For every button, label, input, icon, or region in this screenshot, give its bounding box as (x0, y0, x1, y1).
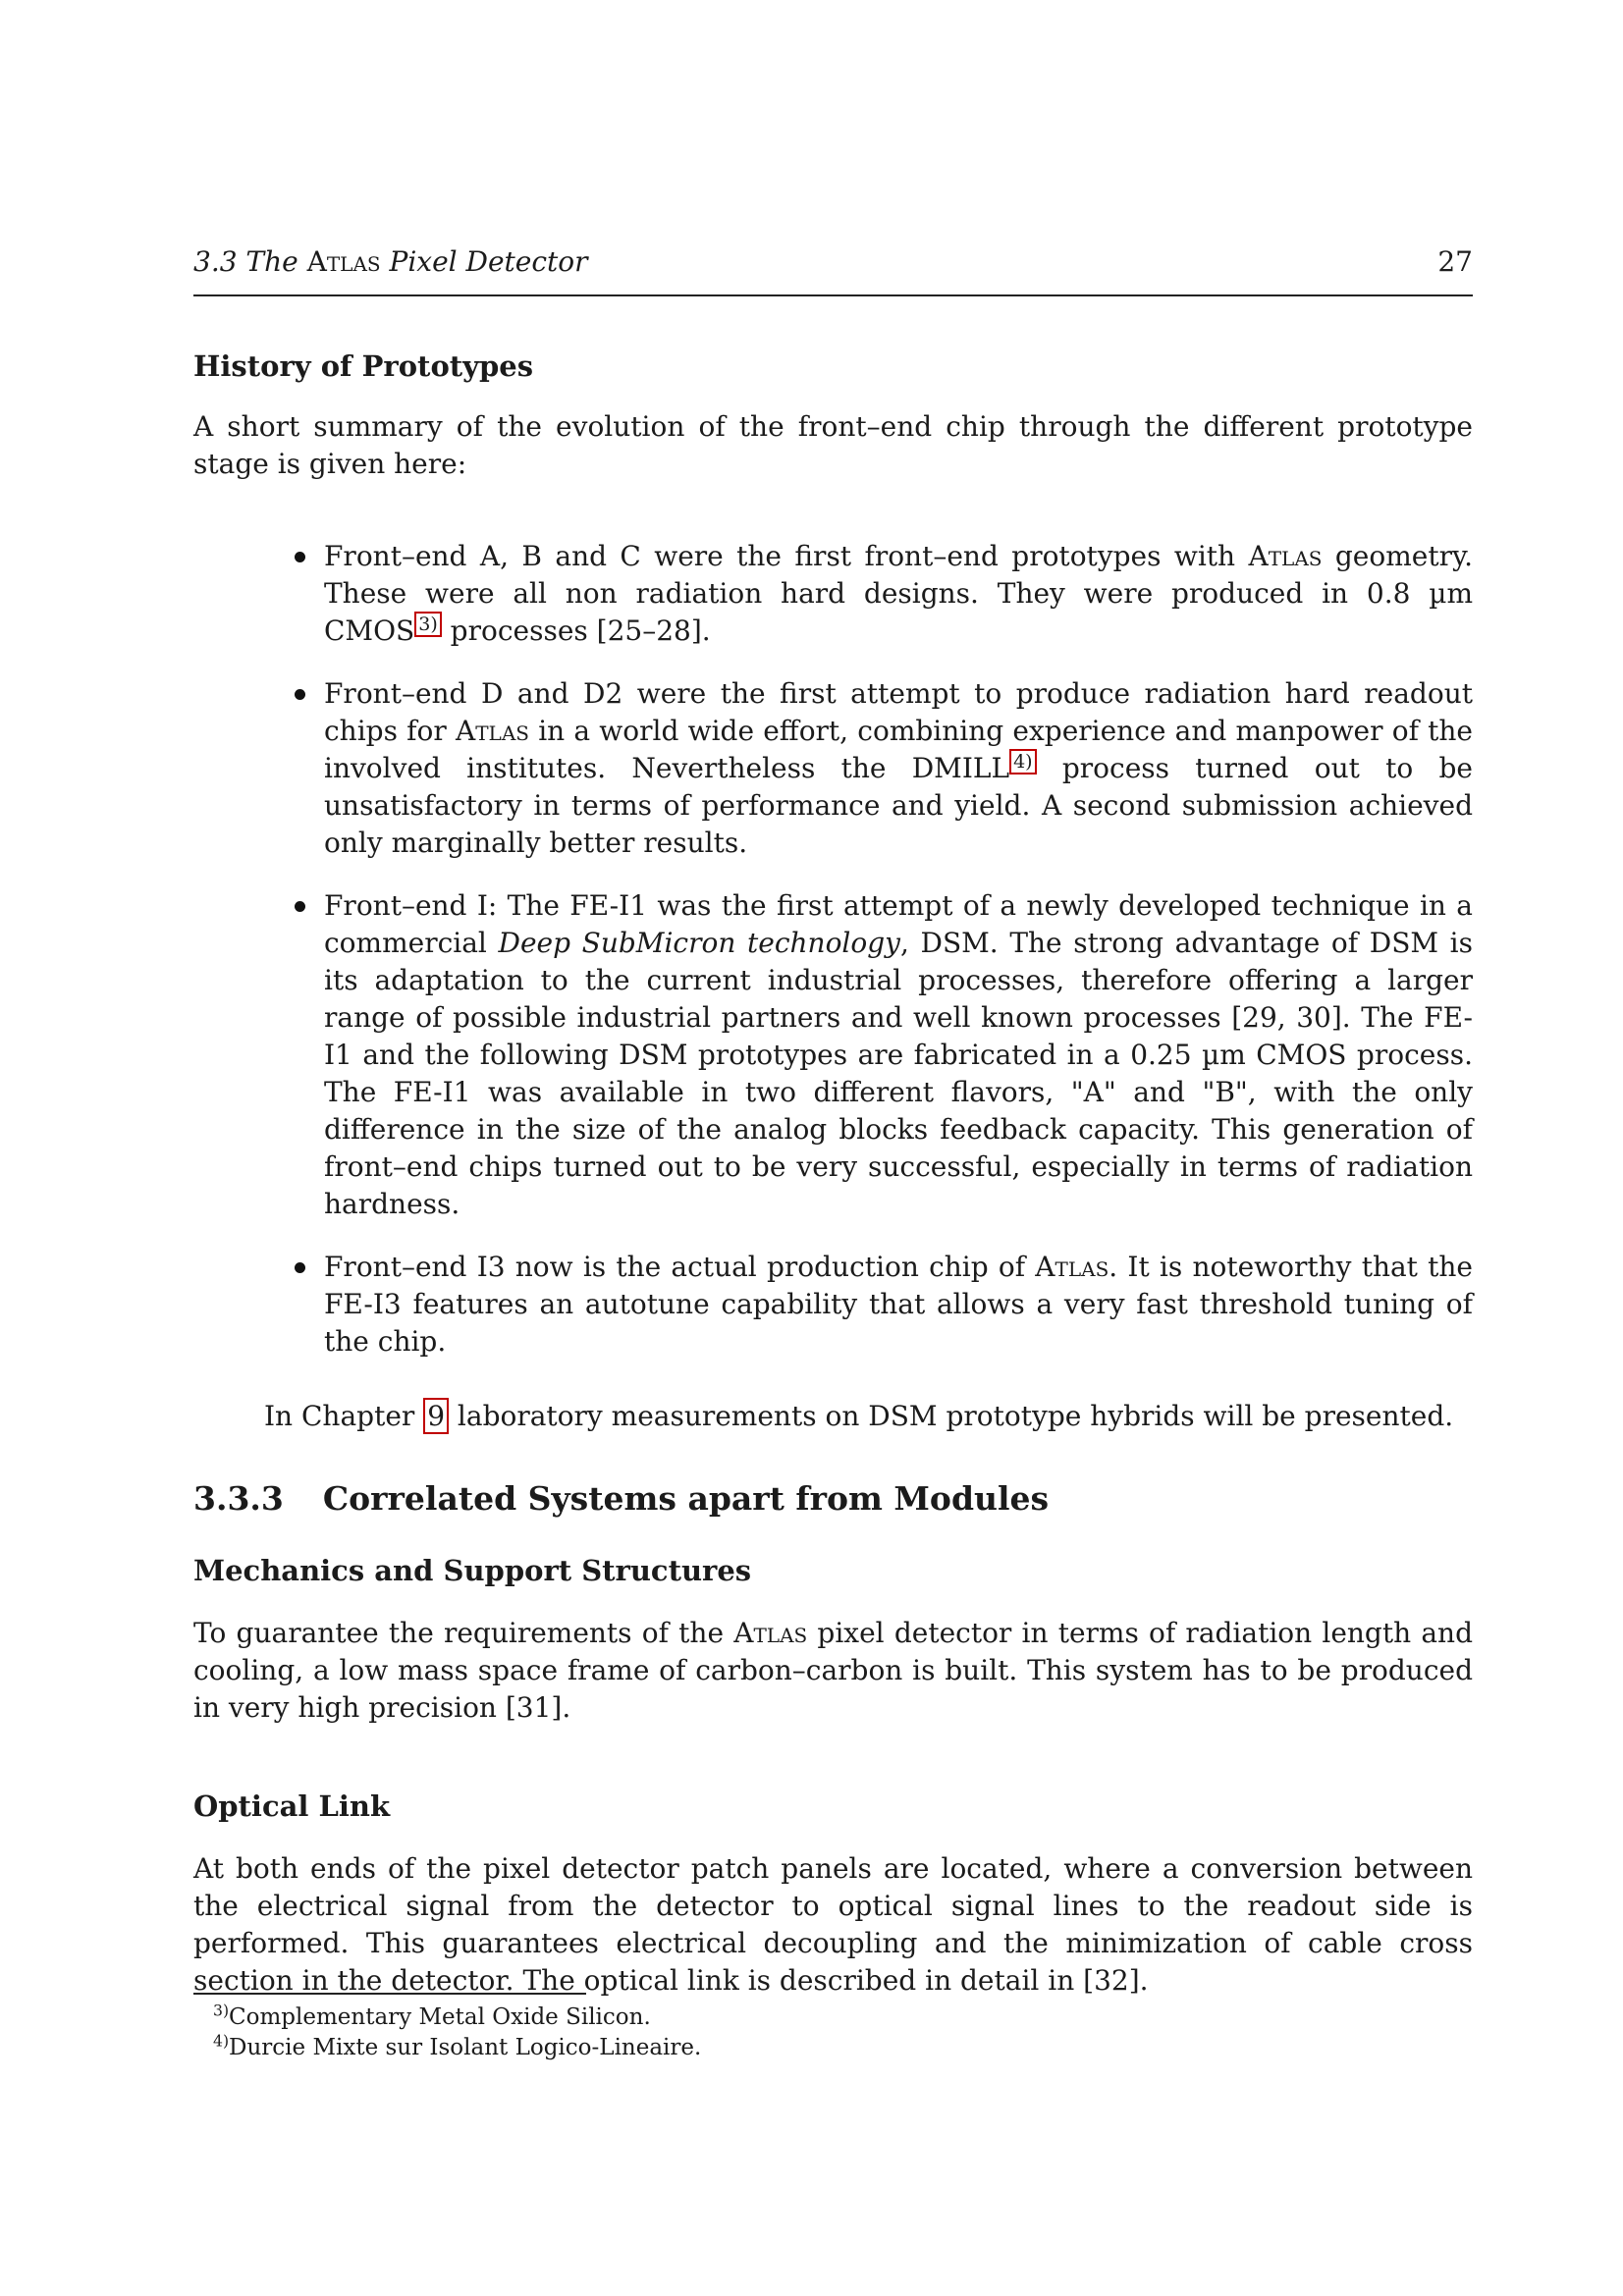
header-rule (193, 294, 1473, 296)
text-run: laboratory measurements on DSM prototype hybrids will be presented. (449, 1400, 1454, 1432)
text-run: . It is noteworthy that the FE-I3 features an autotune capability that allows a very fast threshold tuning of the chip. (324, 1251, 1473, 1358)
list-item-front-end-abc (324, 538, 1473, 650)
list-item-text (324, 1251, 1473, 1358)
optical-paragraph: At both ends of the pixel detector patch panels are located, where a conversion between the electrical signal from the detector to optical signal lines to the readout side is performed. This guarantees electrical decoupling and the minimization of cable cross section in the detector. The optical link is described in detail in [32]. (193, 1852, 1473, 1997)
list-item-text (324, 540, 1473, 647)
text-run: Front–end A, B and C were the first front–end prototypes with (324, 540, 1249, 572)
subsection-number: 3.3.3 (193, 1479, 284, 1518)
text-run: Deep SubMicron technology (498, 927, 900, 959)
mechanics-paragraph (193, 1615, 1473, 1727)
text-run: Atlas (306, 245, 381, 278)
text-run: pixel detector in terms of radiation length and cooling, a low mass space frame of carbon–carbon is built. This system has to be produced in very high precision [31]. (193, 1617, 1473, 1724)
text-run: geometry. These were all non radiation hard designs. They were produced in 0.8 µm CMOS (324, 540, 1473, 647)
bullet-icon (295, 689, 305, 700)
footnote-4-link[interactable]: 4) (1009, 749, 1037, 774)
list-item-front-end-d (324, 675, 1473, 862)
list-item-front-end-i3 (324, 1249, 1473, 1361)
heading-optical-link: Optical Link (193, 1789, 391, 1823)
text-run: In Chapter (264, 1400, 424, 1432)
text-run: , DSM. The strong advantage of DSM is its adaptation to the current industrial processes, therefore offering a larger range of possible industrial partners and well known processes [29, 30]. The FE-I1 and the following DSM prototypes are fabricated in a 0.25 µm CMOS process. The FE-I1 was available in two different flavors, "A" and "B", with the only difference in the size of the analog blocks feedback capacity. This generation of front–end chips turned out to be very successful, especially in terms of radiation hardness. (324, 927, 1473, 1220)
footnote-3 (193, 2002, 1473, 2033)
subsection-title: Correlated Systems apart from Modules (322, 1479, 1050, 1518)
text-run: processes [25–28]. (441, 614, 711, 647)
heading-history-of-prototypes: History of Prototypes (193, 349, 534, 383)
footnote-3-link[interactable]: 3) (414, 612, 442, 637)
prototype-list (193, 538, 1473, 1361)
text-run: in a world wide effort, combining experience and manpower of the involved institutes. Nevertheless the DMILL (324, 715, 1474, 784)
chapter-9-link[interactable]: 9 (423, 1398, 449, 1434)
text-run: Front–end I: The FE-I1 was the first attempt of a newly developed technique in a commercial (324, 889, 1473, 959)
running-header (193, 243, 1473, 281)
heading-subsection-333 (193, 1479, 1473, 1519)
text-run: Atlas (733, 1617, 808, 1649)
bullet-icon (295, 552, 305, 562)
footnote-rule (193, 1993, 586, 1995)
footnote-area (193, 1993, 1473, 2063)
text-run: Front–end D and D2 were the first attempt to produce radiation hard readout chips for (324, 677, 1473, 747)
chapter-note-paragraph (193, 1398, 1473, 1435)
running-header-title (193, 243, 588, 281)
heading-mechanics: Mechanics and Support Structures (193, 1554, 752, 1587)
list-item-front-end-i (324, 887, 1473, 1223)
text-run: 3.3 The (193, 245, 307, 278)
footnote-4-text: Durcie Mixte sur Isolant Logico-Lineaire. (229, 2035, 702, 2060)
intro-paragraph: A short summary of the evolution of the front–end chip through the different prototype stage is given here: (193, 410, 1473, 480)
text-run: Pixel Detector (380, 245, 588, 278)
text-run: Atlas (1248, 540, 1323, 572)
text-run: Atlas (1035, 1251, 1109, 1283)
text-run: To guarantee the requirements of the (193, 1617, 734, 1649)
footnote-4-marker: 4) (213, 2031, 230, 2051)
footnote-3-text: Complementary Metal Oxide Silicon. (229, 2004, 651, 2030)
list-item-text (324, 677, 1473, 859)
page-number: 27 (1437, 245, 1473, 278)
text-run: process turned out to be unsatisfactory in terms of performance and yield. A second submission achieved only marginally better results. (324, 752, 1473, 859)
footnote-4 (193, 2033, 1473, 2063)
text-run: Atlas (456, 715, 529, 747)
bullet-icon (295, 901, 305, 912)
footnote-3-marker: 3) (213, 2001, 230, 2020)
text-run: Front–end I3 now is the actual production chip of (324, 1251, 1036, 1283)
bullet-icon (295, 1262, 305, 1273)
list-item-text (324, 889, 1473, 1220)
